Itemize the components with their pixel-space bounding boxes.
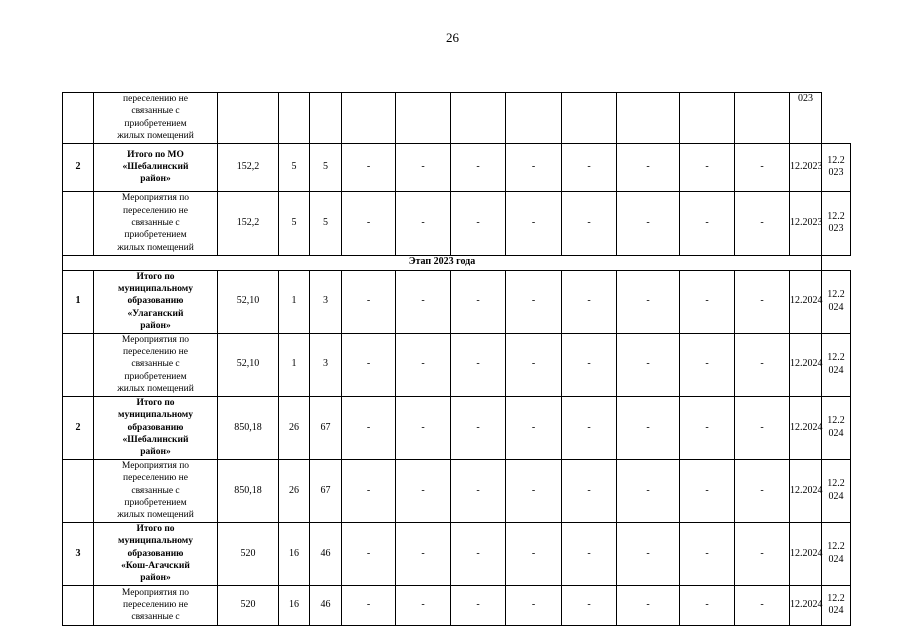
resettlement-table-wrapper bbox=[62, 92, 851, 623]
name-line: связанные с bbox=[131, 612, 180, 623]
resettlement-table bbox=[62, 92, 851, 626]
name-line: Мероприятия по bbox=[121, 334, 190, 345]
name-line: муниципальному bbox=[117, 410, 194, 421]
name-line: приобретением bbox=[124, 118, 187, 129]
dash-cell: - bbox=[562, 270, 617, 333]
name-line: Итого по bbox=[136, 271, 175, 282]
area-cell: 520 bbox=[218, 585, 279, 625]
table-row bbox=[63, 522, 851, 585]
name-line: переселению не bbox=[123, 347, 188, 358]
dash-cell: - bbox=[506, 396, 562, 459]
area-cell: 152,2 bbox=[218, 191, 279, 255]
end-date-cell bbox=[822, 396, 851, 459]
name-line: район» bbox=[140, 321, 171, 332]
stage-header-row bbox=[63, 255, 851, 270]
end-date-line: 12.2 bbox=[827, 415, 845, 427]
empty-cell bbox=[451, 93, 506, 144]
date-cell: 12.2023 bbox=[790, 191, 822, 255]
count-cell: 46 bbox=[310, 585, 342, 625]
dash-cell: - bbox=[735, 522, 790, 585]
end-date-line: 024 bbox=[828, 605, 844, 617]
row-num-cell bbox=[63, 585, 94, 625]
dash-cell: - bbox=[451, 396, 506, 459]
end-date-line: 024 bbox=[828, 427, 844, 439]
dash-cell: - bbox=[617, 585, 680, 625]
count-cell: 1 bbox=[279, 270, 310, 333]
dash-cell: - bbox=[451, 270, 506, 333]
dash-cell: - bbox=[451, 191, 506, 255]
end-date-line: 024 bbox=[828, 490, 844, 502]
end-date-line: 023 bbox=[798, 93, 813, 104]
name-line: связанные с bbox=[131, 359, 180, 370]
row-num-cell: 3 bbox=[63, 522, 94, 585]
dash-cell: - bbox=[342, 585, 396, 625]
dash-cell: - bbox=[396, 459, 451, 522]
row-name-cell bbox=[94, 522, 218, 585]
name-line: «Шебалинский bbox=[122, 161, 189, 172]
dash-cell: - bbox=[396, 585, 451, 625]
dash-cell: - bbox=[451, 143, 506, 191]
end-date-cell bbox=[822, 270, 851, 333]
dash-cell: - bbox=[562, 522, 617, 585]
table-row bbox=[63, 191, 851, 255]
row-name-cell bbox=[94, 459, 218, 522]
dash-cell: - bbox=[342, 143, 396, 191]
count-cell: 46 bbox=[310, 522, 342, 585]
name-line: Итого по bbox=[136, 397, 175, 408]
dash-cell: - bbox=[617, 143, 680, 191]
area-cell: 152,2 bbox=[218, 143, 279, 191]
dash-cell: - bbox=[617, 396, 680, 459]
name-line: приобретением bbox=[124, 230, 187, 241]
end-date-line: 024 bbox=[828, 301, 844, 313]
name-line: переселению не bbox=[123, 600, 188, 611]
end-date-cell bbox=[822, 333, 851, 396]
name-line: Итого по bbox=[136, 523, 175, 534]
row-name-cell bbox=[94, 270, 218, 333]
name-line: связанные с bbox=[131, 217, 180, 228]
dash-cell: - bbox=[396, 143, 451, 191]
dash-cell: - bbox=[506, 459, 562, 522]
row-num-cell bbox=[63, 333, 94, 396]
dash-cell: - bbox=[562, 459, 617, 522]
name-line: жилых помещений bbox=[117, 131, 194, 142]
dash-cell: - bbox=[506, 143, 562, 191]
dash-cell: - bbox=[396, 522, 451, 585]
dash-cell: - bbox=[506, 270, 562, 333]
empty-cell bbox=[279, 93, 310, 144]
name-line: муниципальному bbox=[117, 284, 194, 295]
name-line: муниципальному bbox=[117, 536, 194, 547]
count-cell: 3 bbox=[310, 333, 342, 396]
area-cell: 850,18 bbox=[218, 396, 279, 459]
area-cell: 520 bbox=[218, 522, 279, 585]
row-name-cell bbox=[94, 585, 218, 625]
dash-cell: - bbox=[617, 333, 680, 396]
end-date-line: 024 bbox=[828, 553, 844, 565]
area-cell: 52,10 bbox=[218, 270, 279, 333]
name-line: переселению не bbox=[123, 94, 188, 104]
empty-cell bbox=[342, 93, 396, 144]
dash-cell: - bbox=[680, 270, 735, 333]
dash-cell: - bbox=[735, 396, 790, 459]
end-date-line: 023 bbox=[828, 223, 844, 235]
name-line: жилых помещений bbox=[117, 242, 194, 253]
row-name-cell bbox=[94, 191, 218, 255]
date-cell: 12.2024 bbox=[790, 333, 822, 396]
dash-cell: - bbox=[342, 333, 396, 396]
dash-cell: - bbox=[735, 333, 790, 396]
dash-cell: - bbox=[342, 270, 396, 333]
name-line: приобретением bbox=[124, 497, 187, 508]
empty-cell bbox=[562, 93, 617, 144]
end-date-cell bbox=[822, 191, 851, 255]
dash-cell: - bbox=[680, 191, 735, 255]
dash-cell: - bbox=[680, 585, 735, 625]
dash-cell: - bbox=[562, 191, 617, 255]
table-row bbox=[63, 396, 851, 459]
dash-cell: - bbox=[680, 333, 735, 396]
page-number: 26 bbox=[446, 30, 459, 45]
dash-cell: - bbox=[506, 333, 562, 396]
row-name-cell bbox=[94, 93, 218, 144]
row-num-cell bbox=[63, 191, 94, 255]
area-cell: 52,10 bbox=[218, 333, 279, 396]
end-date-line: 024 bbox=[828, 364, 844, 376]
dash-cell: - bbox=[506, 585, 562, 625]
row-name-cell bbox=[94, 333, 218, 396]
empty-cell bbox=[310, 93, 342, 144]
dash-cell: - bbox=[451, 522, 506, 585]
dash-cell: - bbox=[451, 333, 506, 396]
table-row bbox=[63, 333, 851, 396]
end-date-cell bbox=[822, 143, 851, 191]
name-line: Мероприятия по bbox=[121, 193, 190, 204]
name-line: переселению не bbox=[123, 205, 188, 216]
name-line: Мероприятия по bbox=[121, 587, 190, 598]
end-date-cell bbox=[822, 459, 851, 522]
dash-cell: - bbox=[562, 585, 617, 625]
count-cell: 26 bbox=[279, 396, 310, 459]
dash-cell: - bbox=[506, 191, 562, 255]
name-line: район» bbox=[140, 447, 171, 458]
table-row bbox=[63, 143, 851, 191]
dash-cell: - bbox=[680, 396, 735, 459]
empty-cell bbox=[218, 93, 279, 144]
count-cell: 5 bbox=[279, 191, 310, 255]
dash-cell: - bbox=[617, 270, 680, 333]
dash-cell: - bbox=[735, 270, 790, 333]
count-cell: 5 bbox=[310, 143, 342, 191]
dash-cell: - bbox=[396, 333, 451, 396]
end-date-line: 12.2 bbox=[827, 210, 845, 222]
count-cell: 26 bbox=[279, 459, 310, 522]
area-cell: 850,18 bbox=[218, 459, 279, 522]
name-line: район» bbox=[140, 573, 171, 584]
dash-cell: - bbox=[617, 191, 680, 255]
dash-cell: - bbox=[342, 459, 396, 522]
table-row-continuation bbox=[63, 93, 851, 144]
empty-cell bbox=[396, 93, 451, 144]
dash-cell: - bbox=[451, 585, 506, 625]
empty-cell bbox=[735, 93, 790, 144]
count-cell: 5 bbox=[310, 191, 342, 255]
end-date-line: 12.2 bbox=[827, 541, 845, 553]
name-line: связанные с bbox=[131, 485, 180, 496]
count-cell: 16 bbox=[279, 585, 310, 625]
name-line: жилых помещений bbox=[117, 384, 194, 395]
name-line: «Кош-Агачский bbox=[121, 560, 190, 571]
count-cell: 1 bbox=[279, 333, 310, 396]
table-row bbox=[63, 270, 851, 333]
dash-cell: - bbox=[617, 522, 680, 585]
dash-cell: - bbox=[735, 459, 790, 522]
end-date-line: 12.2 bbox=[827, 289, 845, 301]
name-line: Мероприятия по bbox=[121, 460, 190, 471]
dash-cell: - bbox=[342, 522, 396, 585]
empty-cell bbox=[617, 93, 680, 144]
row-num-cell: 2 bbox=[63, 143, 94, 191]
count-cell: 67 bbox=[310, 396, 342, 459]
dash-cell: - bbox=[735, 143, 790, 191]
count-cell: 67 bbox=[310, 459, 342, 522]
name-line: жилых помещений bbox=[117, 510, 194, 521]
row-num-cell: 2 bbox=[63, 396, 94, 459]
end-date-line: 12.2 bbox=[827, 352, 845, 364]
end-date-cell bbox=[822, 522, 851, 585]
date-cell: 12.2023 bbox=[790, 143, 822, 191]
dash-cell: - bbox=[451, 459, 506, 522]
empty-cell bbox=[506, 93, 562, 144]
dash-cell: - bbox=[396, 270, 451, 333]
dash-cell: - bbox=[680, 522, 735, 585]
table-row bbox=[63, 459, 851, 522]
dash-cell: - bbox=[562, 396, 617, 459]
name-line: связанные с bbox=[131, 106, 180, 117]
name-line: «Шебалинский bbox=[122, 434, 189, 445]
date-cell: 12.2024 bbox=[790, 522, 822, 585]
dash-cell: - bbox=[342, 191, 396, 255]
name-line: район» bbox=[140, 174, 171, 185]
date-cell: 12.2024 bbox=[790, 459, 822, 522]
end-date-line: 12.2 bbox=[827, 478, 845, 490]
dash-cell: - bbox=[342, 396, 396, 459]
name-line: переселению не bbox=[123, 473, 188, 484]
end-date-line: 12.2 bbox=[827, 592, 845, 604]
date-cell: 12.2024 bbox=[790, 270, 822, 333]
dash-cell: - bbox=[506, 522, 562, 585]
name-line: приобретением bbox=[124, 371, 187, 382]
dash-cell: - bbox=[680, 459, 735, 522]
name-line: образованию bbox=[127, 296, 184, 307]
empty-cell bbox=[680, 93, 735, 144]
row-name-cell bbox=[94, 143, 218, 191]
dash-cell: - bbox=[562, 143, 617, 191]
dash-cell: - bbox=[396, 396, 451, 459]
name-line: образованию bbox=[127, 422, 184, 433]
name-line: Итого по МО bbox=[127, 149, 184, 160]
dash-cell: - bbox=[735, 191, 790, 255]
count-cell: 3 bbox=[310, 270, 342, 333]
name-line: образованию bbox=[127, 548, 184, 559]
stage-title: Этап 2023 года bbox=[63, 255, 822, 270]
dash-cell: - bbox=[735, 585, 790, 625]
count-cell: 16 bbox=[279, 522, 310, 585]
end-date-cell bbox=[822, 585, 851, 625]
row-num-cell bbox=[63, 93, 94, 144]
dash-cell: - bbox=[562, 333, 617, 396]
table-body bbox=[63, 93, 851, 626]
count-cell: 5 bbox=[279, 143, 310, 191]
dash-cell: - bbox=[617, 459, 680, 522]
name-line: «Улаганский bbox=[127, 308, 184, 319]
row-name-cell bbox=[94, 396, 218, 459]
row-num-cell: 1 bbox=[63, 270, 94, 333]
dash-cell: - bbox=[680, 143, 735, 191]
end-date-line: 023 bbox=[828, 167, 844, 179]
date-cell: 12.2024 bbox=[790, 585, 822, 625]
row-num-cell bbox=[63, 459, 94, 522]
table-row bbox=[63, 585, 851, 625]
dash-cell: - bbox=[396, 191, 451, 255]
end-date-cell bbox=[790, 93, 822, 144]
date-cell: 12.2024 bbox=[790, 396, 822, 459]
end-date-line: 12.2 bbox=[827, 154, 845, 166]
